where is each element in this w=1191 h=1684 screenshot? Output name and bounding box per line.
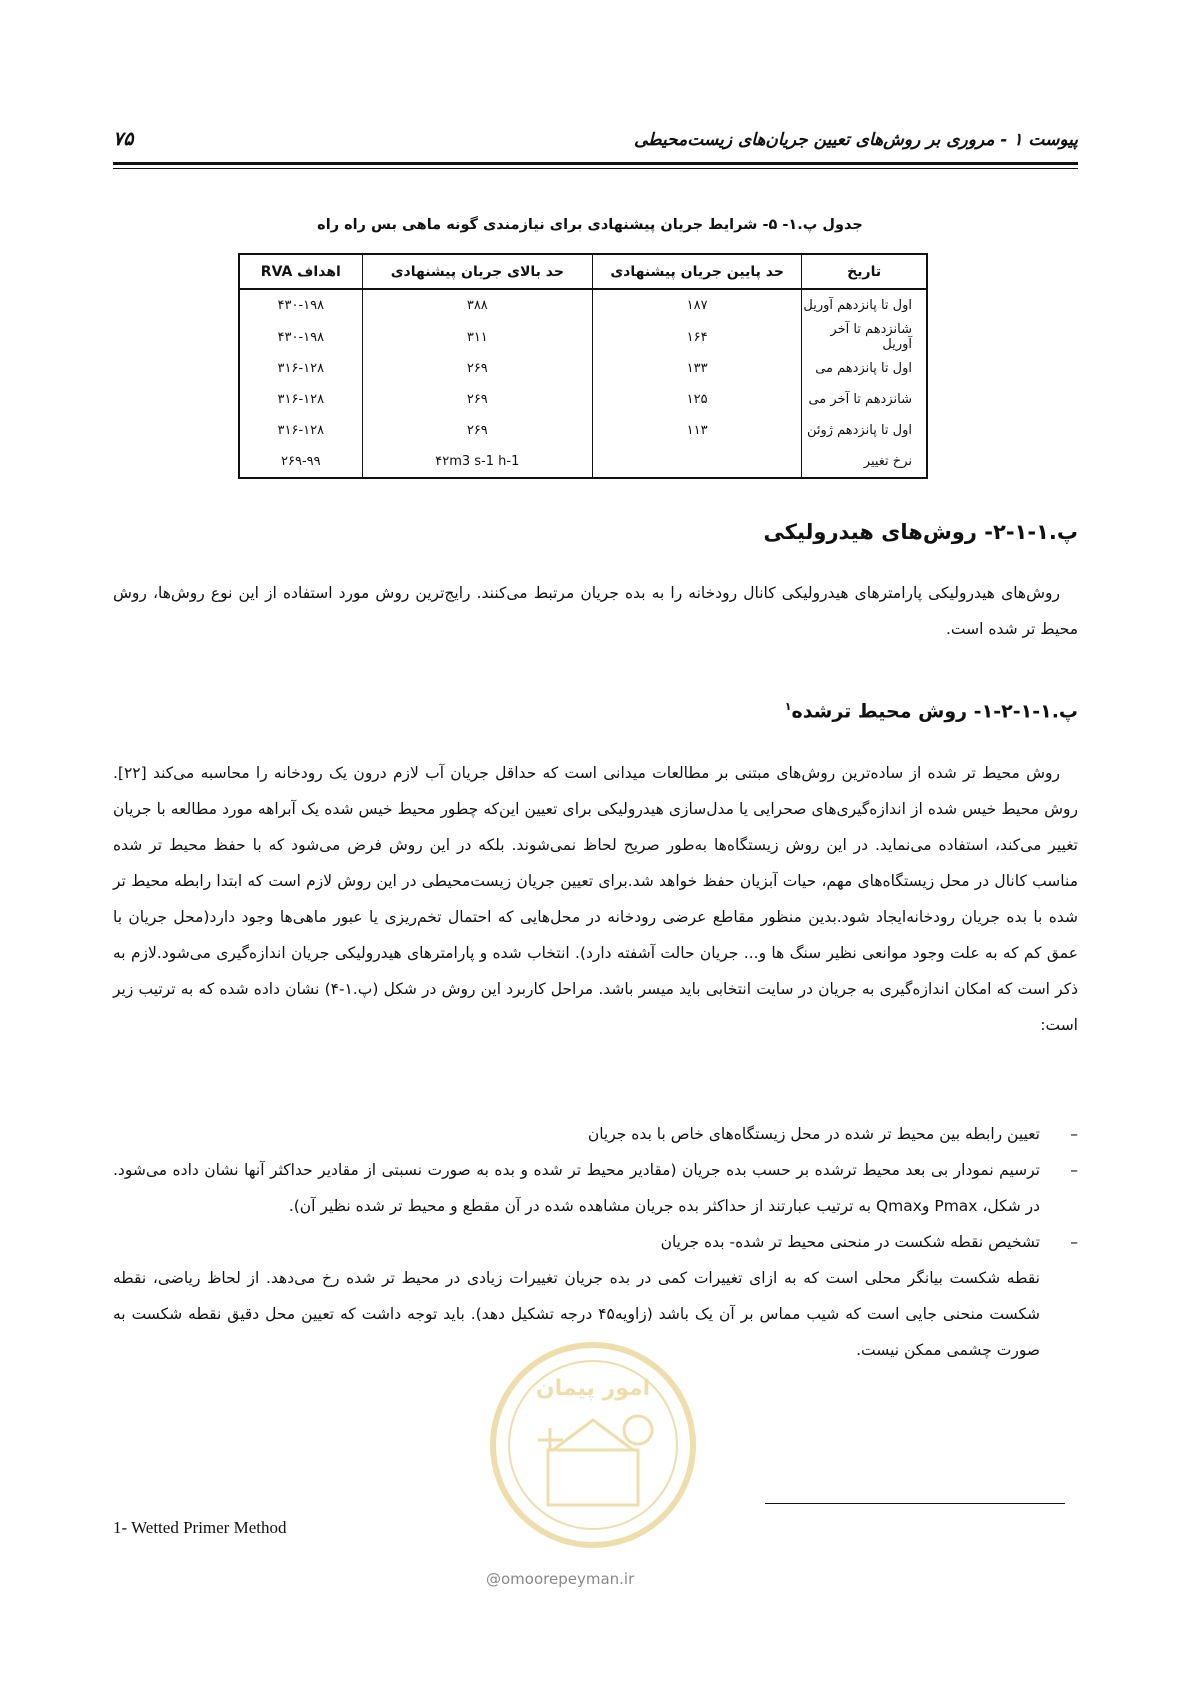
cell-date: شانزدهم تا آخر آوریل	[802, 321, 927, 353]
list-item-text: ترسیم نمودار بی بعد محیط ترشده بر حسب بده جریان (مقادیر محیط تر شده و بده به صورت نسبتی از مقادیر حداکثر آنها نشان داده می‌شود. در شکل، Pmax وQmax به ترتیب عبارتند از حداکثر بده جریان مشاهده شده در آن مقطع و محیط تر شده نظیر آن).	[113, 1161, 1040, 1215]
table-row	[239, 384, 927, 415]
bullet-dash: –	[1070, 1161, 1078, 1179]
list-item	[113, 1116, 1078, 1152]
cell-lower: ۱۳۳	[593, 353, 802, 384]
cell-rva: ۴۳۰-۱۹۸	[239, 289, 362, 321]
cell-upper: ۲۶۹	[362, 384, 592, 415]
table-row	[239, 446, 927, 478]
cell-lower: ۱۲۵	[593, 384, 802, 415]
cell-lower: ۱۱۳	[593, 415, 802, 446]
table-caption: جدول پ.۱- ۵- شرایط جریان پیشنهادی برای نیازمندی گونه ماهی بس راه راه	[317, 217, 863, 233]
cell-date: اول تا پانزدهم می	[802, 353, 927, 384]
header-rule-thin	[113, 168, 1078, 169]
flow-conditions-table	[238, 253, 928, 479]
cell-date: شانزدهم تا آخر می	[802, 384, 927, 415]
bullet-dash: –	[1070, 1233, 1078, 1251]
closing-paragraph: نقطه شکست بیانگر محلی است که به ازای تغییرات کمی در بده جریان تغییرات زیادی در محیط تر شده رخ می‌دهد. از لحاظ ریاضی، نقطه شکست منحنی جایی است که شیب مماس بر آن یک باشد (زاویه۴۵ درجه تشکیل دهد). باید توجه داشت که تعیین محل دقیق نقطه شکست به صورت چشمی ممکن نیست.	[113, 1269, 1040, 1359]
cell-rva: ۳۱۶-۱۲۸	[239, 415, 362, 446]
list-item	[113, 1152, 1078, 1224]
subsection-paragraph: روش محیط تر شده از ساده‌ترین روش‌های مبتنی بر مطالعات میدانی است که حداقل جریان آب لازم درون یک رودخانه را محاسبه می‌کند [۲۲]. روش محیط خیس شده از اندازه‌گیری‌های صحرایی یا مدل‌سازی هیدرولیکی برای تعیین این‌که چطور محیط خیس شده یک آبراهه مورد مطالعه با جریان تغییر می‌کند، استفاده می‌نماید. در این روش زیستگاه‌ها به‌طور صریح لحاظ نمی‌شوند. بلکه در این روش فرض می‌شود که با حفظ محیط تر شده مناسب کانال در محل زیستگاه‌های مهم، حیات آبزیان حفظ خواهد شد.برای تعیین جریان زیست‌محیطی در این روش لازم است که ابتدا رابطه محیط تر شده با بده جریان رودخانه‌ایجاد شود.بدین منظور مقاطع عرضی رودخانه در محل‌هایی که احتمال تخم‌ریزی یا عبور ماهی‌ها وجود دارد(محل جریان با عمق کم که به علت وجود موانعی نظیر سنگ ها و... جریان حالت آشفته دارد). انتخاب شده و پارامترهای هیدرولیکی جریان اندازه‌گیری می‌شود.لازم به ذکر است که امکان اندازه‌گیری به جریان در سایت انتخابی باید میسر باشد. مراحل کاربرد این روش در شکل (پ.۱-۴) نشان داده شده که به ترتیب زیر است:	[113, 764, 1078, 1034]
section-paragraph: روش‌های هیدرولیکی پارامترهای هیدرولیکی کانال رودخانه را به بده جریان مرتبط می‌کنند. رایج‌ترین روش مورد استفاده از این نوع روش‌ها، روش محیط تر شده است.	[113, 584, 1078, 638]
cell-upper: ۲۶۹	[362, 415, 592, 446]
page-number: ۷۵	[113, 128, 134, 150]
cell-date: اول تا پانزدهم ژوئن	[802, 415, 927, 446]
cell-date: نرخ تغییر	[802, 446, 927, 478]
subsection-heading	[785, 700, 1078, 722]
footnote-marker: ۱	[784, 700, 792, 713]
page-header	[113, 128, 1078, 164]
footnote-text: 1- Wetted Primer Method	[113, 1518, 287, 1537]
watermark-logo-text: امور پیمان	[535, 1376, 651, 1401]
table-header-row	[239, 254, 927, 289]
cell-lower	[593, 446, 802, 478]
table-row	[239, 289, 927, 321]
cell-rva: ۴۳۰-۱۹۸	[239, 321, 362, 353]
col-header-upper-limit: حد بالای جریان پیشنهادی	[362, 254, 592, 289]
bullet-dash: –	[1070, 1125, 1078, 1143]
cell-rva: ۳۱۶-۱۲۸	[239, 384, 362, 415]
table-row	[239, 415, 927, 446]
cell-upper: ۳۱۱	[362, 321, 592, 353]
col-header-lower-limit: حد پایین جریان پیشنهادی	[593, 254, 802, 289]
section-heading: پ.۱-۱-۲- روش‌های هیدرولیکی	[763, 520, 1078, 544]
col-header-rva-targets: اهداف RVA	[239, 254, 362, 289]
watermark-logo	[478, 1330, 708, 1560]
cell-lower: ۱۶۴	[593, 321, 802, 353]
header-title: پیوست ۱ - مروری بر روش‌های تعیین جریان‌های زیست‌محیطی	[633, 130, 1078, 150]
cell-rva: ۲۶۹-۹۹	[239, 446, 362, 478]
subsection-heading-text: پ.۱-۱-۲-۱- روش محیط ترشده	[791, 700, 1078, 723]
cell-upper: ۳۸۸	[362, 289, 592, 321]
table-row	[239, 353, 927, 384]
watermark-url: @omoorepeyman.ir	[486, 1570, 635, 1588]
list-item	[113, 1224, 1078, 1260]
list-item-text: تشخیص نقطه شکست در منحنی محیط تر شده- بده جریان	[660, 1233, 1040, 1251]
cell-rva: ۳۱۶-۱۲۸	[239, 353, 362, 384]
cell-date: اول تا پانزدهم آوریل	[802, 289, 927, 321]
col-header-date: تاریخ	[802, 254, 927, 289]
cell-upper: ۲۶۹	[362, 353, 592, 384]
cell-lower: ۱۸۷	[593, 289, 802, 321]
list-item-text: تعیین رابطه بین محیط تر شده در محل زیستگاه‌های خاص با بده جریان	[587, 1125, 1040, 1143]
footnote-rule	[765, 1503, 1065, 1504]
table-row	[239, 321, 927, 353]
header-rule-thick	[113, 162, 1078, 165]
cell-upper: ۴۲m3 s-1 h-1	[362, 446, 592, 478]
